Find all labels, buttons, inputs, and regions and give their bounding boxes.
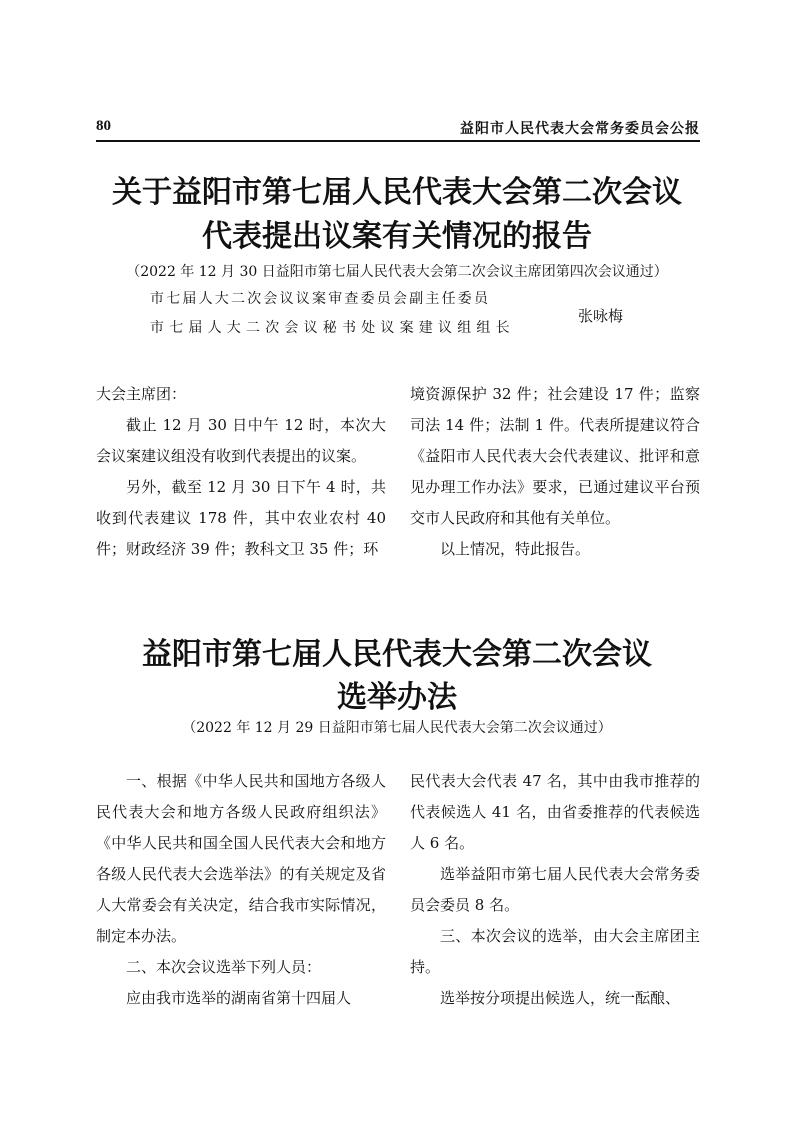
article2-passed-note: （2022 年 12 月 29 日益阳市第七届人民代表大会第二次会议通过）	[182, 720, 612, 736]
author-role-1: 市七届人大二次会议议案审查委员会副主任委员	[150, 291, 491, 307]
article2-left-column	[96, 766, 386, 1014]
article2-title-line1: 益阳市第七届人民代表大会第二次会议	[142, 637, 652, 672]
page-number: 80	[96, 118, 111, 134]
article1-right-column	[410, 379, 700, 565]
article1-passed-note: （2022 年 12 月 30 日益阳市第七届人民代表大会第二次会议主席团第四次会议通过）	[126, 264, 668, 280]
header-rule	[96, 140, 700, 142]
author-role-2: 市七届人大二次会议秘书处议案建议组组长	[150, 320, 515, 336]
article2-paragraph: 选举益阳市第七届人民代表大会常务委员会委员 8 名。	[410, 865, 700, 914]
article2-right-column	[410, 766, 700, 1014]
article2-paragraph: 三、本次会议的选举，由大会主席团主持。	[410, 927, 700, 976]
article1-closing: 以上情况，特此报告。	[440, 540, 591, 558]
article1-paragraph: 另外，截至 12 月 30 日下午 4 时，共收到代表建议 178 件，其中农业农村 40 件；财政经济 39 件；教科文卫 35 件；环	[96, 478, 386, 558]
article2-title-line2: 选举办法	[337, 680, 457, 715]
article1-paragraph: 截止 12 月 30 日中午 12 时，本次大会议案建议组没有收到代表提出的议案。	[96, 416, 386, 465]
article1-left-column	[96, 379, 386, 565]
article1-title-line2: 代表提出议案有关情况的报告	[202, 219, 592, 254]
article2-paragraph: 应由我市选举的湖南省第十四届人	[126, 989, 352, 1007]
article2-paragraph: 二、本次会议选举下列人员：	[126, 958, 322, 976]
article1-title-line1: 关于益阳市第七届人民代表大会第二次会议	[112, 175, 682, 210]
article2-paragraph: 一、根据《中华人民共和国地方各级人民代表大会和地方各级人民政府组织法》《中华人民共和国全国人民代表大会和地方各级人民代表大会选举法》的有关规定及省人大常委会有关决定，结合我市实际情况，制定本办法。	[96, 772, 386, 945]
author-name: 张咏梅	[578, 307, 624, 325]
article2-paragraph: 选举按分项提出候选人，统一酝酿、	[440, 989, 681, 1007]
article1-paragraph: 境资源保护 32 件；社会建设 17 件；监察司法 14 件；法制 1 件。代表所提建议符合《益阳市人民代表大会代表建议、批评和意见办理工作办法》要求，已通过建议平台预交市人民政府和其他有关单位。	[410, 385, 700, 527]
article1-salutation: 大会主席团：	[96, 385, 187, 403]
publication-name: 益阳市人民代表大会常务委员会公报	[460, 121, 700, 137]
article2-paragraph: 民代表大会代表 47 名，其中由我市推荐的代表候选人 41 名，由省委推荐的代表候选人 6 名。	[410, 772, 700, 852]
author-block	[150, 287, 650, 347]
page-header	[96, 116, 700, 138]
